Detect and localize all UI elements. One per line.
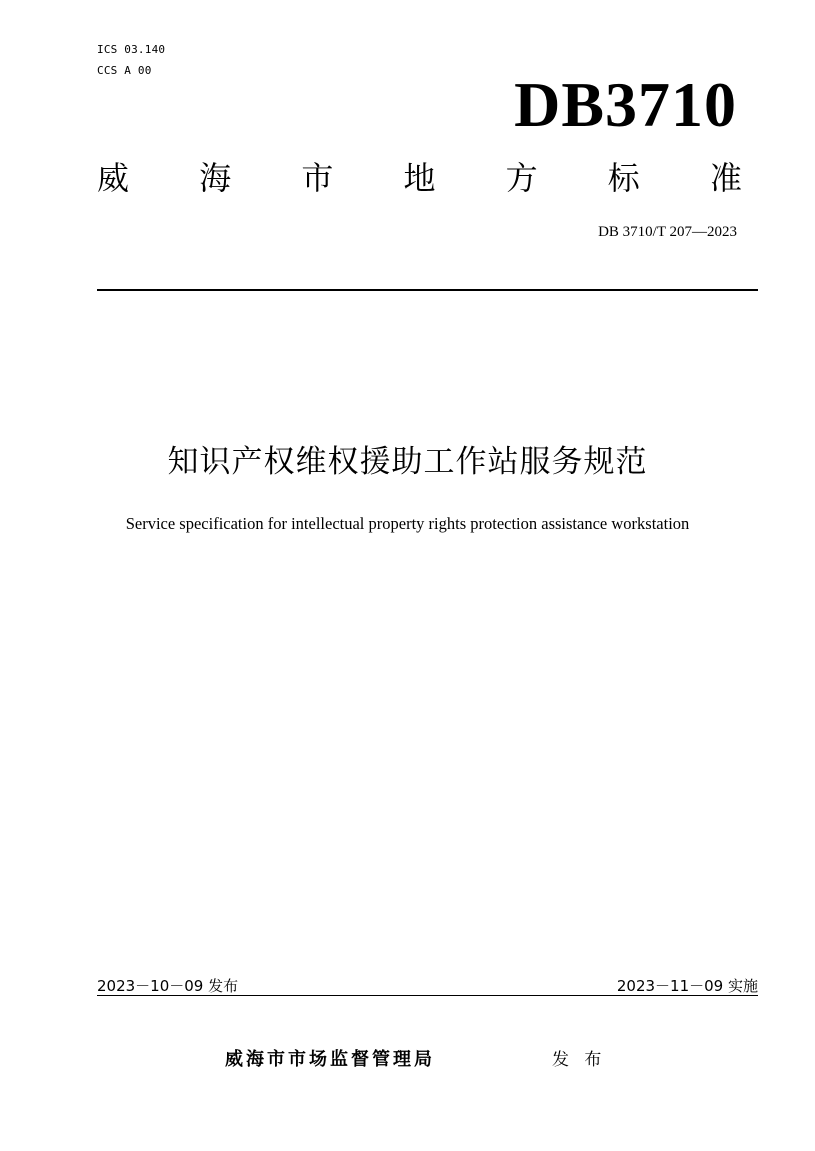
standard-code-title: DB3710 [514, 69, 737, 140]
standard-type-char: 准 [709, 159, 742, 197]
standard-type-char: 市 [301, 159, 334, 197]
publisher-name: 威海市市场监督管理局 [225, 1049, 435, 1070]
standard-type-char: 地 [403, 159, 436, 197]
footer-divider [97, 995, 758, 996]
header-divider [97, 289, 758, 291]
standard-type-char: 海 [199, 159, 232, 197]
publish-label: 发 布 [552, 1050, 607, 1070]
document-title-en: Service specification for intellectual property rights protection assistance workstation [125, 514, 690, 533]
implementation-date: 2023－11－09 实施 [616, 977, 758, 995]
standard-type-char: 标 [607, 159, 640, 197]
standard-type-char: 方 [505, 159, 538, 197]
ccs-code: CCS A 00 [97, 64, 152, 77]
standard-number: DB 3710/T 207—2023 [598, 224, 737, 240]
document-title-zh: 知识产权维权援助工作站服务规范 [167, 444, 648, 480]
standard-type-heading [97, 158, 742, 198]
ics-code: ICS 03.140 [97, 43, 166, 56]
standard-type-char: 威 [97, 159, 130, 197]
issue-date: 2023－10－09 发布 [97, 977, 239, 995]
